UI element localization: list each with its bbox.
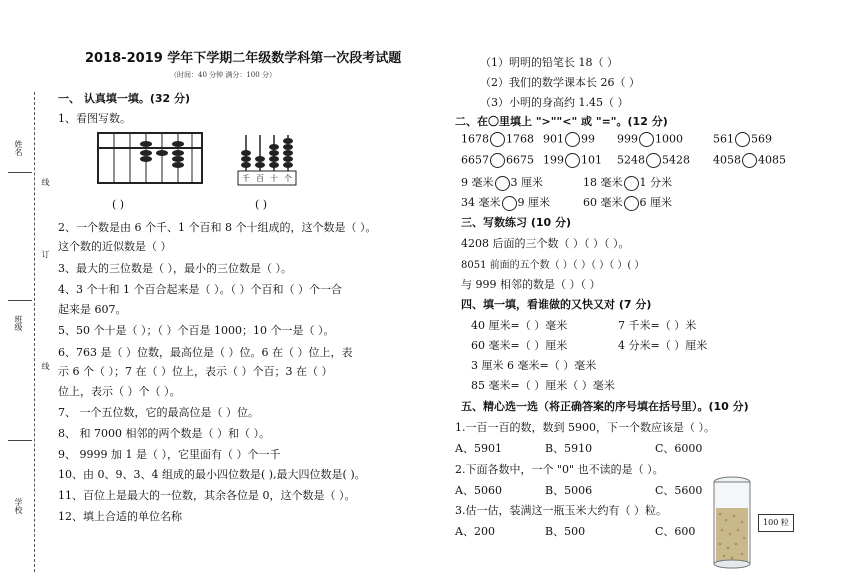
fill-item-1b: 7 千米=（ ）米 [618,319,697,332]
q2: 2、一个数是由 6 个千、1 个百和 8 个十组成的，这个数是（ ）。 [58,221,377,234]
q10: 10、由 0、9、3、4 组成的最小四位数是( ),最大四位数是( )。 [58,468,366,481]
section-5-heading: 五、精心选一选（将正确答案的序号填在括号里）。(10 分) [461,400,749,413]
choice-q1-c[interactable]: C、6000 [655,442,703,455]
seal-line-mark: 订 [41,250,50,258]
place-value-labels [242,173,292,184]
q2-cont: 这个数的近似数是（ ） [58,240,172,253]
compare-circle[interactable] [490,132,505,147]
cut-line-mark: 线 [41,178,50,186]
name-label: 姓名 [14,140,23,156]
section-1-heading: 一、 认真填一填。(32 分) [58,92,191,105]
cut-line-mark-2: 线 [41,362,50,370]
compare-circle[interactable] [639,132,654,147]
binding-line [34,92,35,572]
write-item-3: 与 999 相邻的数是（ ）（ ） [461,278,601,291]
section-2-heading: 二、在〇里填上 ">""<" 或 "="。(12 分) [455,115,668,128]
compare-item: 34 毫米 9 厘米 [461,196,550,209]
choice-q3-c[interactable]: C、600 [655,525,696,538]
write-item-2: 8051 前面的五个数（ ）（ ）（ ）（ ）( ） [461,260,645,271]
unit-item-1: （1）明明的铅笔长 18（ ） [480,56,618,69]
compare-item: 901 99 [543,132,595,146]
abacus-picture [96,131,206,189]
answer-blank-1[interactable]: ( ) [112,198,125,211]
choice-q3-b[interactable]: B、500 [545,525,586,538]
choice-q2-a[interactable]: A、5060 [455,484,502,497]
compare-item: 9 毫米 3 厘米 [461,176,543,189]
choice-q2-b[interactable]: B、5006 [545,484,593,497]
q7: 7、 一个五位数，它的最高位是（ ）位。 [58,406,259,419]
fill-item-3: 3 厘米 6 毫米=（ ）毫米 [471,359,597,372]
compare-item: 18 毫米 1 分米 [583,176,672,189]
section-3-heading: 三、写数练习 (10 分) [461,216,572,229]
name-line [8,172,32,173]
compare-item: 6657 6675 [461,153,534,167]
fill-item-4: 85 毫米=（ ）厘米（ ）毫米 [471,379,615,392]
compare-circle[interactable] [624,176,639,191]
page-title: 2018-2019 学年下学期二年级数学科第一次段考试题 [85,51,402,66]
section-4-heading: 四、填一填，看谁做的又快又对 (7 分) [461,298,652,311]
compare-item: 199 101 [543,153,602,167]
compare-item: 561 569 [713,132,772,146]
compare-circle[interactable] [495,176,510,191]
q3: 3、最大的三位数是（ ），最小的三位数是（ ）。 [58,262,292,275]
answer-blank-2[interactable]: ( ) [255,198,268,211]
compare-circle[interactable] [735,132,750,147]
compare-circle[interactable] [624,196,639,211]
choice-q2-c[interactable]: C、5600 [655,484,703,497]
compare-item: 999 1000 [617,132,683,146]
unit-item-3: （3）小明的身高约 1.45（ ） [480,96,629,109]
q12: 12、填上合适的单位名称 [58,510,182,523]
compare-item: 60 毫米 6 厘米 [583,196,672,209]
jar-count-label: 100 粒 [758,514,794,532]
q1: 1、看图写数。 [58,112,131,125]
choice-q3-a[interactable]: A、200 [455,525,495,538]
q5: 5、50 个十是（ ）；（ ）个百是 1000；10 个一是（ ）。 [58,324,335,337]
unit-item-2: （2）我们的数学课本长 26（ ） [480,76,640,89]
compare-item: 5248 5428 [617,153,690,167]
q4: 4、3 个十和 1 个百合起来是（ ）。（ ）个百和（ ）个一合 [58,283,342,296]
choice-q1: 1.一百一百的数，数到 5900，下一个数应该是（ ）。 [455,421,715,434]
fill-item-2: 60 毫米=（ ）厘米 [471,339,568,352]
page-subtitle: （时间：40 分钟 满分：100 分） [170,71,276,79]
compare-circle[interactable] [565,132,580,147]
class-line [8,300,32,301]
compare-circle[interactable] [646,153,661,168]
q9: 9、 9999 加 1 是（ ），它里面有（ ）个一千 [58,448,281,461]
fill-item-1: 40 厘米=（ ）毫米 [471,319,568,332]
fill-item-2b: 4 分米=（ ）厘米 [618,339,708,352]
q6-cont2: 位上，表示（ ）个（ ）。 [58,385,181,398]
q4-cont: 起来是 607。 [58,303,127,316]
q8: 8、 和 7000 相邻的两个数是（ ）和（ ）。 [58,427,270,440]
q6-cont: 示 6 个（ ）；7 在（ ）位上，表示（ ）个百；3 在（ ） [58,365,333,378]
compare-item: 1678 1768 [461,132,534,146]
compare-circle[interactable] [490,153,505,168]
hundreds-label: 百 [256,174,264,183]
thousands-label: 千 [242,174,250,183]
school-line [8,440,32,441]
compare-circle[interactable] [502,196,517,211]
compare-circle[interactable] [742,153,757,168]
tens-label: 十 [270,174,278,183]
write-item-1: 4208 后面的三个数（ ）（ ）（ ）。 [461,237,630,250]
choice-q3: 3.估一估，装满这一瓶玉米大约有（ ）粒。 [455,504,667,517]
q6: 6、763 是（ ）位数，最高位是（ ）位。6 在（ ）位上，表 [58,346,353,359]
choice-q1-a[interactable]: A、5901 [455,442,502,455]
q11: 11、百位上是最大的一位数，其余各位是 0，这个数是（ ）。 [58,489,356,502]
school-label: 学校 [14,498,23,514]
choice-q1-b[interactable]: B、5910 [545,442,593,455]
choice-q2: 2.下面各数中，一个 "0" 也不读的是（ ）。 [455,463,664,476]
class-label: 班级 [14,315,23,331]
corn-jar-picture [708,474,756,572]
compare-circle[interactable] [565,153,580,168]
ones-label: 个 [284,174,292,183]
compare-item: 4058 4085 [713,153,786,167]
